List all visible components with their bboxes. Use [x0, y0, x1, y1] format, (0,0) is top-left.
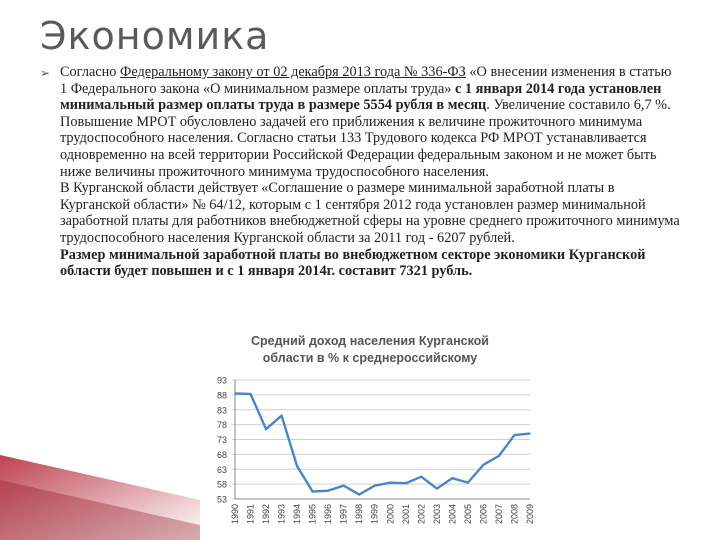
income-chart: [200, 370, 540, 540]
bullet-text: [60, 64, 680, 280]
data-point: [483, 464, 485, 466]
x-tick-label: 2008: [509, 504, 520, 525]
paragraph-4: Размер минимальной заработной платы во внебюджетном секторе экономики Курганской области будет повышен и с 1 января 2014г. составит 7321 рубль.: [60, 246, 646, 280]
x-tick-label: 1993: [276, 504, 287, 525]
data-point: [234, 393, 236, 395]
data-point: [296, 465, 298, 467]
data-point: [265, 428, 267, 430]
data-point: [343, 485, 345, 487]
x-tick-label: 2004: [447, 504, 458, 525]
x-tick-label: 1992: [261, 504, 272, 525]
slide-title: Экономика: [40, 14, 270, 58]
y-tick-label: 63: [216, 464, 227, 475]
y-tick-label: 58: [216, 479, 227, 490]
x-tick-label: 2006: [478, 504, 489, 525]
paragraph-2: Повышение МРОТ обусловлено задачей его приближения к величине прожиточного минимума трудоспособного населения. Согласно статьи 133 Трудового кодекса РФ МРОТ устанавливается одновременно на всей территории Российской Федерации федеральным законом и не может быть ниже величины прожиточного минимума трудоспособного населения.: [60, 113, 657, 180]
p1-bold: с 1 января 2014 года установлен минимальный размер оплаты труда в размере 5554 рубля в месяц: [60, 80, 662, 114]
x-tick-label: 1997: [338, 504, 349, 525]
data-point: [281, 415, 283, 417]
data-point: [389, 482, 391, 484]
x-tick-label: 2007: [493, 504, 504, 525]
data-point: [514, 434, 516, 436]
x-tick-label: 1999: [369, 504, 380, 525]
y-tick-label: 73: [216, 435, 227, 445]
data-point: [374, 485, 376, 487]
p1-post: . Увеличение составило 6,7 %.: [486, 97, 671, 114]
paragraph-3: В Курганской области действует «Соглашение о размере минимальной заработной платы в Курганской области» № 64/12, которым с 1 сентября 2012 года установлен размер минимальной заработной платы для работников внебюджетной сферы на уровне среднего прожиточного минимума трудоспособного населения Курганской области за 2011 год - 6207 рублей.: [60, 180, 680, 246]
y-tick-label: 68: [216, 449, 227, 460]
y-tick-label: 53: [216, 494, 227, 505]
data-point: [467, 482, 469, 484]
data-point: [405, 482, 407, 484]
arrow-bullet-icon: ➢: [40, 66, 51, 80]
x-tick-label: 2009: [525, 504, 535, 525]
data-point: [312, 491, 314, 493]
y-tick-label: 78: [216, 420, 227, 431]
x-tick-label: 2005: [462, 504, 473, 525]
x-tick-label: 1998: [354, 504, 365, 525]
x-tick-label: 2001: [400, 504, 411, 525]
p1-mid: «О внесении изменения в статью 1 Федерального закона «О минимальном размере оплаты труда»: [60, 64, 672, 97]
x-tick-label: 1994: [292, 504, 303, 525]
y-tick-label: 83: [216, 405, 227, 416]
data-point: [498, 455, 500, 457]
bullet-item: [40, 64, 680, 280]
series-line: [235, 393, 530, 494]
x-tick-label: 2002: [416, 504, 427, 525]
x-tick-label: 2003: [431, 504, 442, 525]
x-tick-label: 1995: [307, 504, 318, 525]
paragraph-1: [60, 64, 680, 114]
p1-pre: Согласно: [60, 64, 121, 80]
data-point: [421, 476, 423, 478]
decorative-corner-shape: [0, 440, 200, 540]
x-tick-label: 2000: [385, 504, 396, 525]
federal-law-link[interactable]: Федеральному закону от 02 декабря 2013 года № 336-ФЗ: [120, 64, 466, 80]
data-point: [327, 490, 329, 492]
x-tick-label: 1990: [230, 504, 240, 525]
x-tick-label: 1996: [323, 504, 334, 525]
data-point: [250, 393, 252, 395]
slide-content: [40, 64, 680, 280]
data-point: [529, 433, 531, 435]
y-tick-label: 88: [216, 390, 227, 401]
chart-title: Средний доход населения Курганской области в % к среднероссийскому: [251, 334, 489, 365]
data-point: [452, 477, 454, 479]
data-point: [358, 494, 360, 496]
x-tick-label: 1991: [245, 504, 256, 525]
data-point: [436, 488, 438, 490]
y-tick-label: 93: [216, 375, 227, 386]
